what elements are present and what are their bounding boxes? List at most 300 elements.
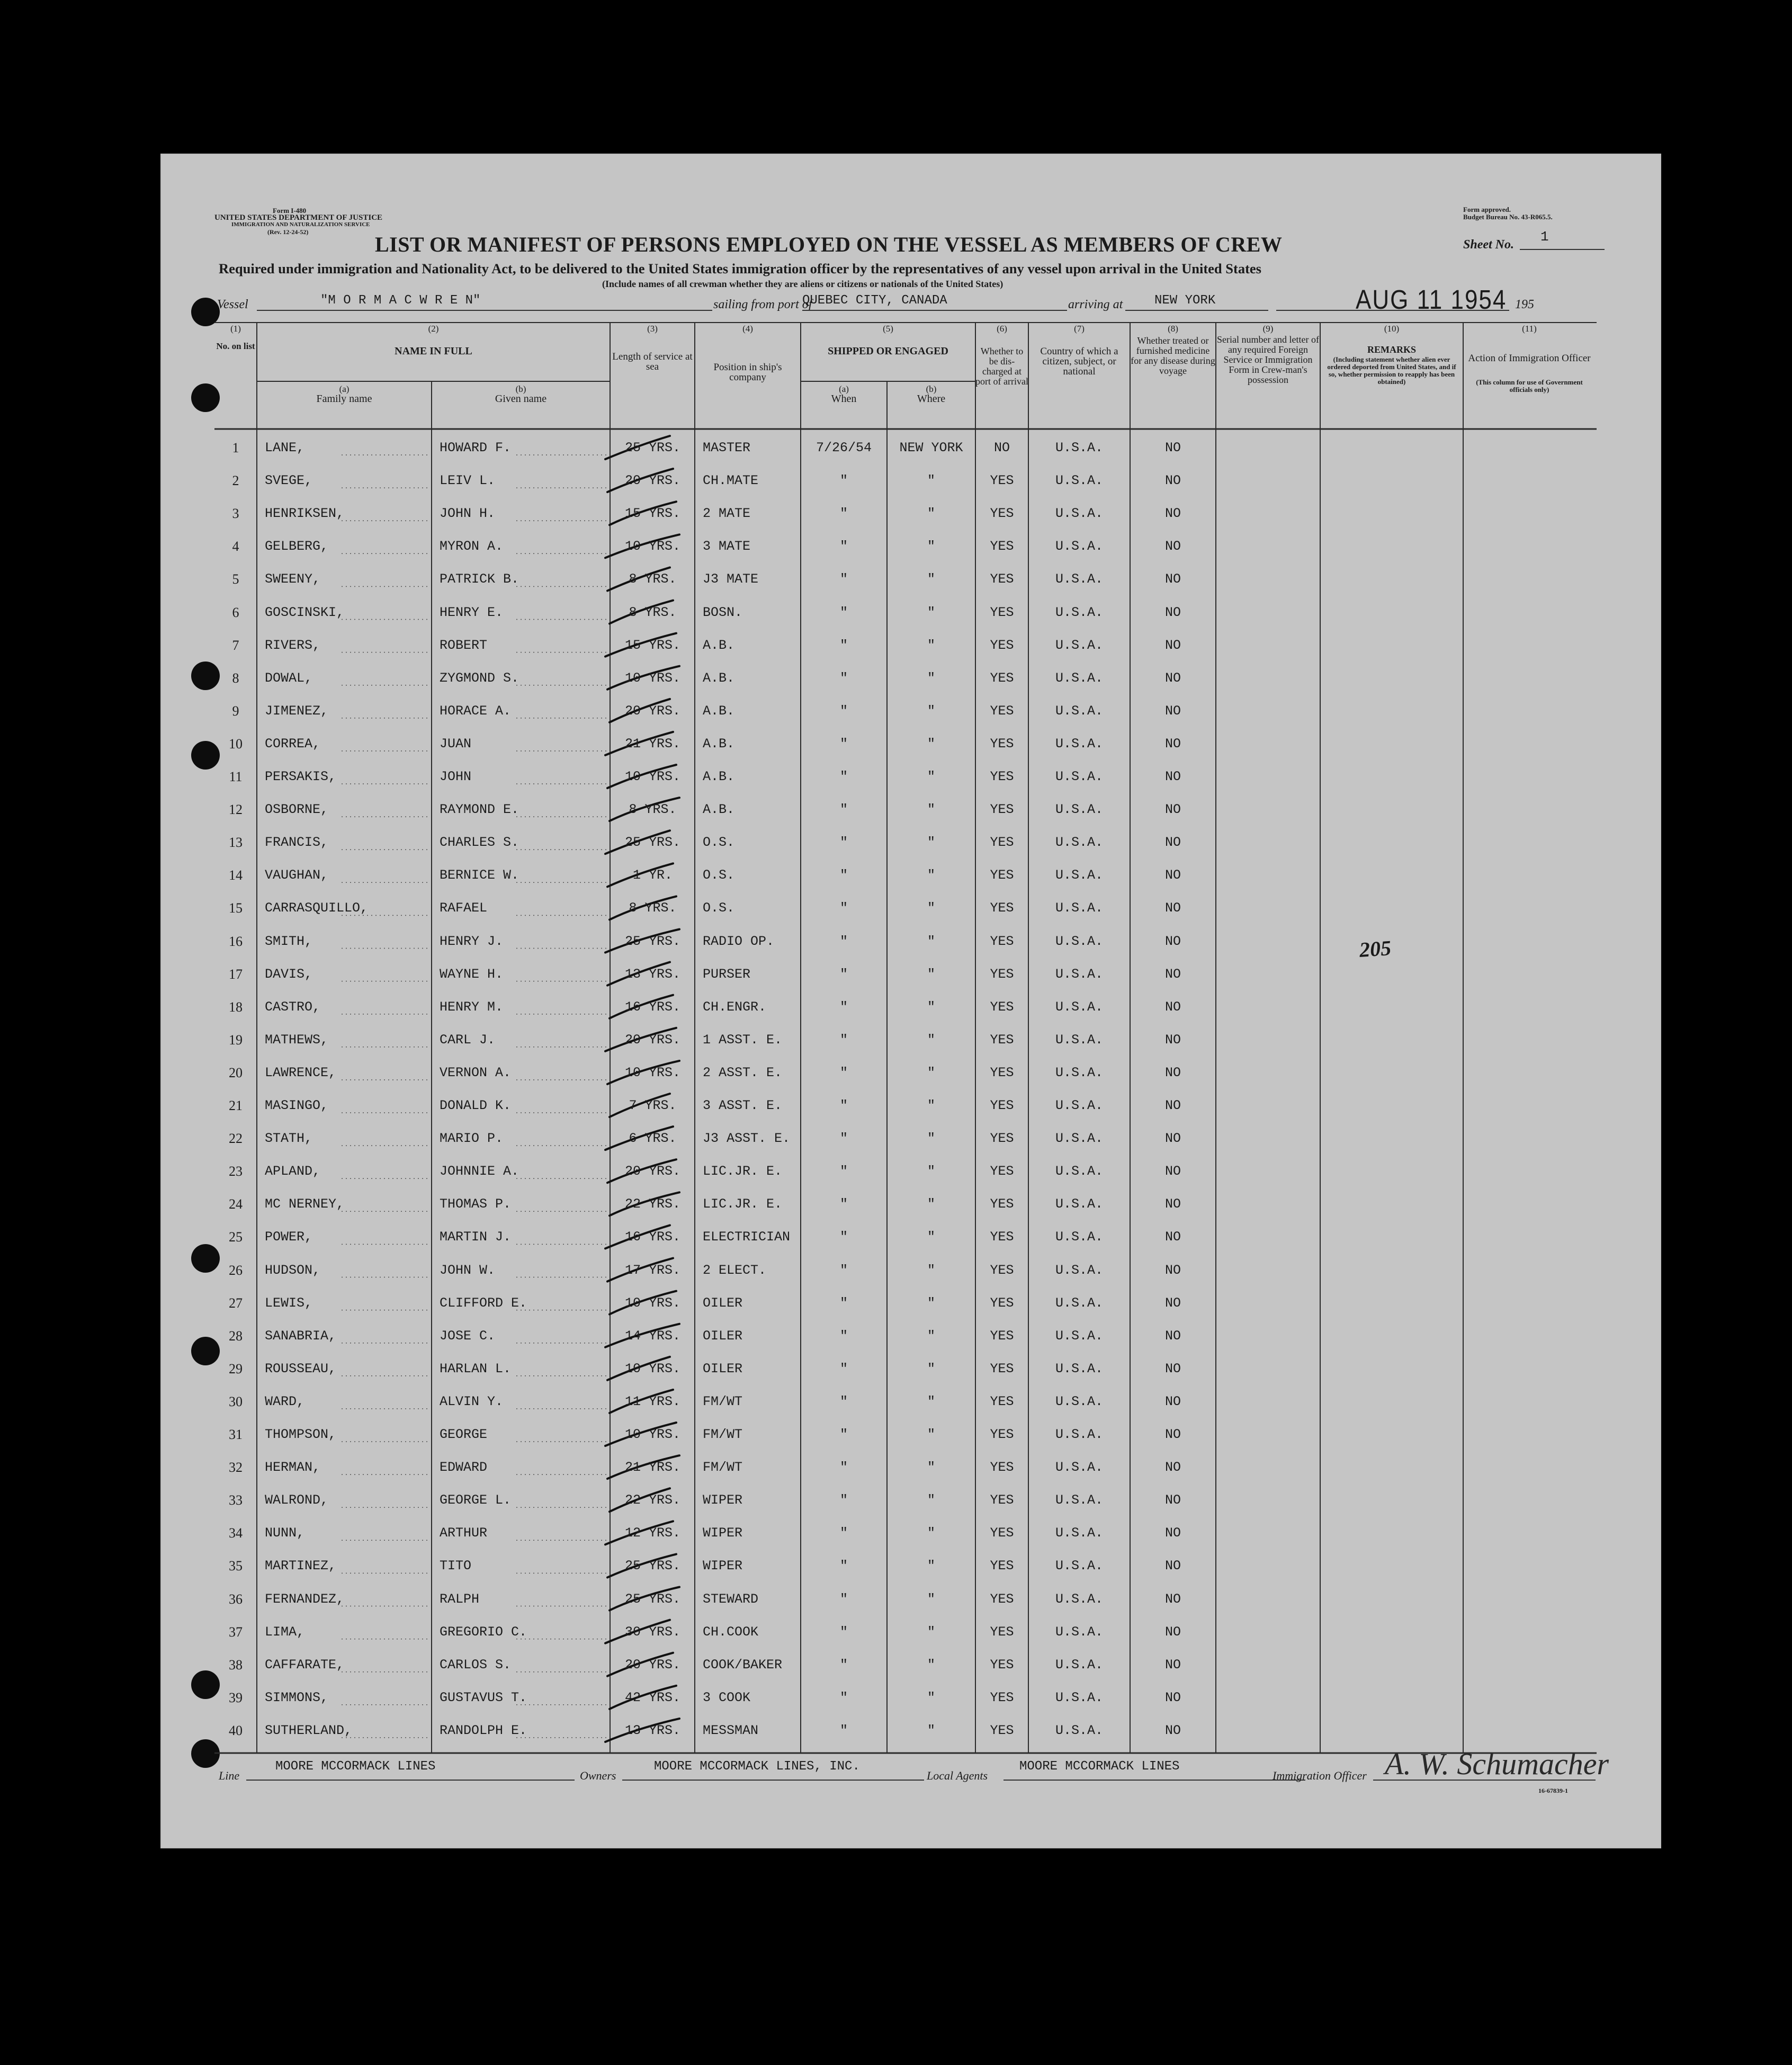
row-number: 14: [229, 868, 243, 883]
table-row: [162, 826, 1660, 859]
table-row: [162, 1320, 1660, 1353]
shipped-when: ": [839, 1525, 848, 1541]
given-name: ZYGMOND S.: [440, 670, 519, 686]
service-length: 11 YRS.: [624, 1393, 681, 1409]
treated: NO: [1164, 440, 1181, 455]
service-length: 10 YRS.: [624, 1427, 681, 1442]
table-row: [162, 1714, 1660, 1747]
discharged: YES: [990, 1427, 1014, 1442]
given-name: THOMAS P.: [440, 1196, 512, 1212]
col8-number: (8): [1168, 324, 1178, 334]
position: WIPER: [703, 1492, 743, 1508]
shipped-where: ": [927, 1591, 935, 1607]
position: RADIO OP.: [703, 933, 775, 949]
position: O.S.: [703, 868, 735, 883]
family-name: LAWRENCE,: [265, 1065, 337, 1080]
given-name: JUAN: [440, 736, 472, 752]
service-length: 10 YRS.: [624, 769, 681, 784]
service-length: 10 YRS.: [624, 1295, 681, 1311]
action-header: Action of Immigration Officer: [1468, 353, 1591, 364]
table-row: [162, 497, 1660, 530]
given-name: ROBERT: [440, 637, 488, 653]
row-number: 29: [229, 1361, 243, 1376]
discharged: YES: [990, 1328, 1014, 1344]
given-name: JOHN W.: [440, 1262, 496, 1278]
service-length: 7 YRS.: [629, 1098, 677, 1113]
given-name: JOHN H.: [440, 506, 496, 522]
given-name: RANDOLPH E.: [440, 1722, 527, 1738]
position: 2 MATE: [703, 506, 751, 522]
service-length: 25 YRS.: [624, 440, 681, 455]
table-row: [162, 958, 1660, 991]
service-length: 20 YRS.: [624, 473, 681, 489]
arriving-label: arriving at: [1068, 298, 1123, 311]
family-name: WARD,: [265, 1393, 305, 1409]
col6-number: (6): [997, 324, 1007, 334]
agency-name: UNITED STATES DEPARTMENT OF JUSTICE: [214, 213, 383, 222]
country: U.S.A.: [1055, 670, 1103, 686]
shipped-when: ": [839, 1492, 848, 1508]
arrival-date-stamp: AUG 11 1954: [1356, 285, 1507, 315]
table-row: [162, 1089, 1660, 1122]
row-number: 3: [232, 506, 239, 522]
country: U.S.A.: [1055, 769, 1103, 784]
row-number: 1: [232, 440, 239, 455]
position: OILER: [703, 1295, 743, 1311]
col5b-number: (b): [926, 384, 937, 394]
service-length: 12 YRS.: [624, 1525, 681, 1541]
family-name: OSBORNE,: [265, 802, 329, 818]
shipped-where: ": [927, 999, 935, 1015]
table-row: [162, 1385, 1660, 1418]
row-number: 17: [229, 966, 243, 982]
position: OILER: [703, 1328, 743, 1344]
shipped-when: ": [839, 1262, 848, 1278]
position: A.B.: [703, 670, 735, 686]
discharged: YES: [990, 1460, 1014, 1476]
service-length: 30 YRS.: [624, 1624, 681, 1640]
service-length: 10 YRS.: [624, 1065, 681, 1080]
country: U.S.A.: [1055, 1624, 1103, 1640]
col1-header: No. on list: [216, 341, 255, 351]
sailing-label: sailing from port of: [713, 298, 812, 311]
shipped-where: ": [927, 1393, 935, 1409]
given-name: CLIFFORD E.: [440, 1295, 527, 1311]
service-length: 21 YRS.: [624, 736, 681, 752]
position-header: Position in ship's company: [713, 362, 782, 383]
table-row: [162, 1649, 1660, 1682]
country: U.S.A.: [1055, 1492, 1103, 1508]
given-name: HORACE A.: [440, 703, 512, 719]
given-name: PATRICK B.: [440, 571, 519, 587]
position: MESSMAN: [703, 1722, 759, 1738]
position: 2 ASST. E.: [703, 1065, 783, 1080]
row-number: 22: [229, 1131, 243, 1147]
given-name: ARTHUR: [440, 1525, 488, 1541]
shipped-when: ": [839, 933, 848, 949]
discharged: YES: [990, 506, 1014, 522]
shipped-where: ": [927, 736, 935, 752]
given-name: JOHN: [440, 769, 472, 784]
discharged: YES: [990, 1262, 1014, 1278]
country: U.S.A.: [1055, 933, 1103, 949]
country: U.S.A.: [1055, 440, 1103, 455]
form-number: Form I-480: [273, 207, 307, 214]
family-name: NUNN,: [265, 1525, 305, 1541]
given-name: CARL J.: [440, 1032, 496, 1048]
given-name: HARLAN L.: [440, 1361, 512, 1376]
given-name: ALVIN Y.: [440, 1393, 504, 1409]
shipped-when: ": [839, 1098, 848, 1113]
shipped-where: ": [927, 1361, 935, 1376]
discharged: YES: [990, 571, 1014, 587]
table-row: [162, 695, 1660, 728]
table-row: [162, 1287, 1660, 1320]
family-name: CORREA,: [265, 736, 321, 752]
agents-label: Local Agents: [927, 1769, 988, 1782]
treated: NO: [1164, 539, 1181, 555]
given-name: CARLOS S.: [440, 1657, 512, 1673]
service-length: 8 YRS.: [629, 604, 677, 620]
treated: NO: [1164, 506, 1181, 522]
table-row: [162, 728, 1660, 761]
country: U.S.A.: [1055, 1164, 1103, 1179]
treated: NO: [1164, 703, 1181, 719]
owners-label: Owners: [580, 1769, 616, 1782]
shipped-when: ": [839, 604, 848, 620]
family-name: RIVERS,: [265, 637, 321, 653]
discharged: YES: [990, 1229, 1014, 1245]
shipped-when: ": [839, 703, 848, 719]
service-length: 14 YRS.: [624, 1328, 681, 1344]
discharged: YES: [990, 670, 1014, 686]
country: U.S.A.: [1055, 1558, 1103, 1574]
position: A.B.: [703, 736, 735, 752]
shipped-when: ": [839, 900, 848, 916]
family-name: DOWAL,: [265, 670, 313, 686]
family-name: ROUSSEAU,: [265, 1361, 337, 1376]
revision-date: (Rev. 12-24-52): [267, 228, 309, 236]
country: U.S.A.: [1055, 1393, 1103, 1409]
country: U.S.A.: [1055, 1657, 1103, 1673]
remarks-note: (Including statement whether alien ever ordered deported from United States, and if so, whether permission to reapply has been obtained): [1327, 355, 1456, 386]
shipped-when: ": [839, 1164, 848, 1179]
service-length: 1 YR.: [632, 868, 673, 883]
discharged: YES: [990, 1689, 1014, 1705]
family-name: SVEGE,: [265, 473, 313, 489]
service-length: 13 YRS.: [624, 1722, 681, 1738]
action-note: (This column for use of Government officials only): [1476, 378, 1583, 394]
position: CH.COOK: [703, 1624, 759, 1640]
discharged: YES: [990, 802, 1014, 818]
given-name: DONALD K.: [440, 1098, 512, 1113]
row-number: 11: [229, 769, 243, 784]
given-name: MYRON A.: [440, 539, 504, 555]
service-length: 8 YRS.: [629, 900, 677, 916]
sheet-label: Sheet No.: [1463, 238, 1514, 252]
col5-number: (5): [883, 324, 893, 334]
col2-number: (2): [428, 324, 439, 334]
shipped-when: ": [839, 1624, 848, 1640]
discharged: YES: [990, 539, 1014, 555]
service-length: 17 YRS.: [624, 1262, 681, 1278]
shipped-when: ": [839, 1131, 848, 1147]
position: PURSER: [703, 966, 751, 982]
agents-underline: [1003, 1780, 1305, 1781]
position: COOK/BAKER: [703, 1657, 783, 1673]
shipped-when: ": [839, 1295, 848, 1311]
treated: NO: [1164, 604, 1181, 620]
treated: NO: [1164, 1131, 1181, 1147]
given-name: HOWARD F.: [440, 440, 512, 455]
table-row: [162, 432, 1660, 464]
treated: NO: [1164, 802, 1181, 818]
shipped-when: ": [839, 1689, 848, 1705]
table-row: [162, 793, 1660, 826]
shipped-where: ": [927, 1722, 935, 1738]
treated: NO: [1164, 1393, 1181, 1409]
given-name: LEIV L.: [440, 473, 496, 489]
treated: NO: [1164, 1558, 1181, 1574]
shipped-when: ": [839, 1328, 848, 1344]
shipped-where: ": [927, 1295, 935, 1311]
shipped-where: ": [927, 1657, 935, 1673]
row-number: 39: [229, 1689, 243, 1705]
position: A.B.: [703, 637, 735, 653]
country: U.S.A.: [1055, 835, 1103, 851]
table-row: [162, 1517, 1660, 1550]
shipped-where: ": [927, 933, 935, 949]
treated: NO: [1164, 1722, 1181, 1738]
agents-value: MOORE MCCORMACK LINES: [1019, 1759, 1180, 1774]
shipped-when: ": [839, 539, 848, 555]
country: U.S.A.: [1055, 1460, 1103, 1476]
given-name-header: Given name: [495, 393, 547, 405]
table-row: [162, 464, 1660, 497]
officer-label: Immigration Officer: [1273, 1769, 1367, 1782]
service-length: 10 YRS.: [624, 670, 681, 686]
row-number: 13: [229, 835, 243, 851]
shipped-when: ": [839, 1361, 848, 1376]
line-underline: [246, 1780, 575, 1781]
shipped-when: ": [839, 736, 848, 752]
country: U.S.A.: [1055, 1032, 1103, 1048]
given-name: JOSE C.: [440, 1328, 496, 1344]
family-name: MARTINEZ,: [265, 1558, 337, 1574]
row-number: 36: [229, 1591, 243, 1607]
position: FM/WT: [703, 1427, 743, 1442]
treated: NO: [1164, 1262, 1181, 1278]
treated: NO: [1164, 1164, 1181, 1179]
shipped-when: ": [839, 769, 848, 784]
service-length: 25 YRS.: [624, 1591, 681, 1607]
serial-number-header: Serial number and letter of any required Foreign Service or Immigration Form in Crew-man's possession: [1217, 334, 1319, 385]
service-length: 21 YRS.: [624, 1460, 681, 1476]
shipped-where: ": [927, 1196, 935, 1212]
shipped-when: ": [839, 999, 848, 1015]
page-note: (Include names of all crewman whether they are aliens or citizens or nationals of the United States): [602, 279, 1003, 289]
shipped-where: ": [927, 637, 935, 653]
form-approval: Form approved.: [1463, 205, 1511, 213]
officer-underline: [1373, 1780, 1596, 1781]
treated: NO: [1164, 736, 1181, 752]
row-number: 35: [229, 1558, 243, 1574]
service-length: 20 YRS.: [624, 703, 681, 719]
service-length: 13 YRS.: [624, 966, 681, 982]
shipped-where: ": [927, 1098, 935, 1113]
treated: NO: [1164, 1361, 1181, 1376]
shipped-when: ": [839, 1460, 848, 1476]
table-row: [162, 1484, 1660, 1517]
family-name: DAVIS,: [265, 966, 313, 982]
service-length: 15 YRS.: [624, 637, 681, 653]
col4-number: (4): [742, 324, 753, 334]
treated: NO: [1164, 571, 1181, 587]
given-name: RAYMOND E.: [440, 802, 519, 818]
given-name: TITO: [440, 1558, 472, 1574]
shipped-where: ": [927, 1460, 935, 1476]
table-row: [162, 629, 1660, 662]
country: U.S.A.: [1055, 736, 1103, 752]
service-length: 20 YRS.: [624, 1032, 681, 1048]
row-number: 15: [229, 900, 243, 916]
when-header: When: [831, 393, 857, 405]
country: U.S.A.: [1055, 1361, 1103, 1376]
row-number: 9: [232, 703, 239, 719]
country: U.S.A.: [1055, 1328, 1103, 1344]
table-row: [162, 925, 1660, 958]
row-number: 7: [232, 637, 239, 653]
table-row: [162, 1188, 1660, 1221]
country: U.S.A.: [1055, 571, 1103, 587]
position: FM/WT: [703, 1393, 743, 1409]
position: J3 ASST. E.: [703, 1131, 791, 1147]
sheet-number: 1: [1540, 229, 1549, 245]
treated: NO: [1164, 473, 1181, 489]
row-number: 34: [229, 1525, 243, 1541]
given-name: MARIO P.: [440, 1131, 504, 1147]
service-length: 15 YRS.: [624, 506, 681, 522]
given-name: EDWARD: [440, 1460, 488, 1476]
discharged: YES: [990, 1196, 1014, 1212]
service-length: 25 YRS.: [624, 933, 681, 949]
treated: NO: [1164, 637, 1181, 653]
given-name: HENRY J.: [440, 933, 504, 949]
discharged: YES: [990, 1164, 1014, 1179]
position: A.B.: [703, 769, 735, 784]
discharged: YES: [990, 1361, 1014, 1376]
service-length: 16 YRS.: [624, 1229, 681, 1245]
row-number: 12: [229, 802, 243, 818]
family-name: WALROND,: [265, 1492, 329, 1508]
discharged: YES: [990, 1492, 1014, 1508]
shipped-where: ": [927, 1065, 935, 1080]
position: OILER: [703, 1361, 743, 1376]
service-length: 42 YRS.: [624, 1689, 681, 1705]
service-length: 20 YRS.: [624, 1657, 681, 1673]
treated: NO: [1164, 769, 1181, 784]
where-header: Where: [917, 393, 946, 405]
country: U.S.A.: [1055, 1295, 1103, 1311]
shipped-where: ": [927, 1525, 935, 1541]
position: LIC.JR. E.: [703, 1196, 783, 1212]
row-number: 30: [229, 1393, 243, 1409]
family-name: GELBERG,: [265, 539, 329, 555]
position: 3 MATE: [703, 539, 751, 555]
discharged: YES: [990, 1295, 1014, 1311]
shipped-when: ": [839, 1722, 848, 1738]
shipped-where: NEW YORK: [899, 440, 963, 455]
shipped-where: ": [927, 966, 935, 982]
row-number: 27: [229, 1295, 243, 1311]
discharged: YES: [990, 966, 1014, 982]
row-number: 23: [229, 1164, 243, 1179]
discharged: YES: [990, 1591, 1014, 1607]
treated: NO: [1164, 1492, 1181, 1508]
country: U.S.A.: [1055, 802, 1103, 818]
row-number: 24: [229, 1196, 243, 1212]
row-number: 20: [229, 1065, 243, 1080]
treated: NO: [1164, 1295, 1181, 1311]
table-row: [162, 662, 1660, 695]
treated: NO: [1164, 868, 1181, 883]
country: U.S.A.: [1055, 1722, 1103, 1738]
row-number: 31: [229, 1427, 243, 1442]
position: ELECTRICIAN: [703, 1229, 791, 1245]
country: U.S.A.: [1055, 1427, 1103, 1442]
shipped-when: ": [839, 1558, 848, 1574]
country: U.S.A.: [1055, 637, 1103, 653]
country: U.S.A.: [1055, 1525, 1103, 1541]
discharged: NO: [993, 440, 1010, 455]
shipped-where: ": [927, 1624, 935, 1640]
discharged: YES: [990, 868, 1014, 883]
country: U.S.A.: [1055, 1229, 1103, 1245]
shipped-where: ": [927, 769, 935, 784]
discharged: YES: [990, 703, 1014, 719]
discharged: YES: [990, 1065, 1014, 1080]
discharged: YES: [990, 1558, 1014, 1574]
year-label: 195: [1515, 298, 1534, 311]
position: 3 COOK: [703, 1689, 751, 1705]
service-length: 20 YRS.: [624, 1164, 681, 1179]
col9-number: (9): [1262, 324, 1274, 334]
given-name: WAYNE H.: [440, 966, 504, 982]
table-row: [162, 761, 1660, 793]
treated: NO: [1164, 1460, 1181, 1476]
shipped-when: ": [839, 868, 848, 883]
arriving-port: NEW YORK: [1154, 293, 1216, 308]
table-row: [162, 1353, 1660, 1385]
shipped-when: ": [839, 1591, 848, 1607]
family-name: GOSCINSKI,: [265, 604, 345, 620]
position: 1 ASST. E.: [703, 1032, 783, 1048]
col2a-number: (a): [339, 384, 350, 394]
row-number: 8: [232, 670, 239, 686]
country: U.S.A.: [1055, 868, 1103, 883]
family-name: SMITH,: [265, 933, 313, 949]
discharged: YES: [990, 473, 1014, 489]
discharged: YES: [990, 835, 1014, 851]
position: 2 ELECT.: [703, 1262, 767, 1278]
position: BOSN.: [703, 604, 743, 620]
table-row: [162, 892, 1660, 925]
family-name: LANE,: [265, 440, 305, 455]
country: U.S.A.: [1055, 1065, 1103, 1080]
family-name: APLAND,: [265, 1164, 321, 1179]
discharged: YES: [990, 1657, 1014, 1673]
shipped-where: ": [927, 1032, 935, 1048]
